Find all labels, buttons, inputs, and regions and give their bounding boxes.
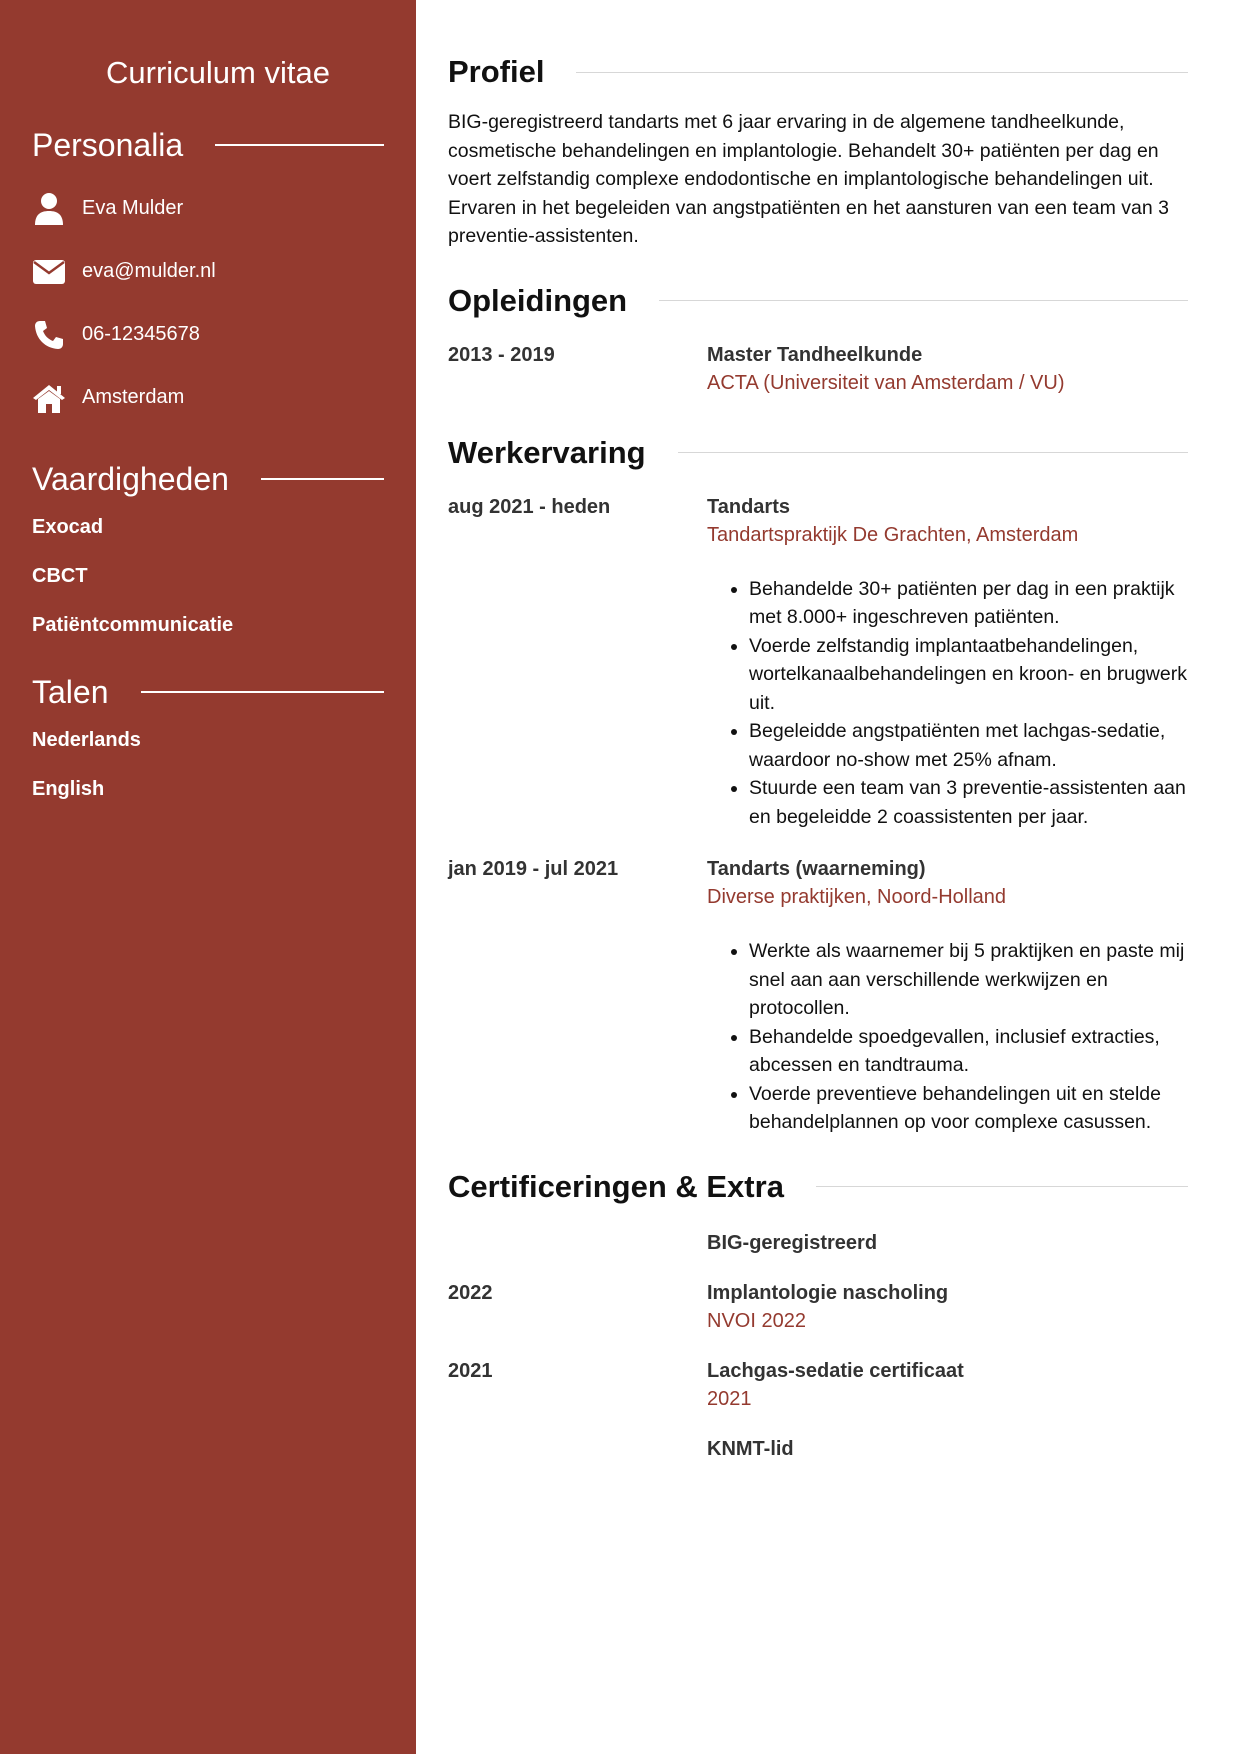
entry-body bbox=[707, 1357, 1188, 1413]
entry-date: 2021 bbox=[448, 1359, 493, 1382]
entry-body bbox=[707, 341, 1188, 397]
entry-date bbox=[448, 1435, 707, 1463]
heading-divider bbox=[141, 691, 385, 693]
heading-divider bbox=[816, 1186, 1188, 1187]
entry-body bbox=[707, 855, 1188, 1137]
entry-role: Implantologie nascholing bbox=[707, 1281, 949, 1304]
personalia-heading bbox=[32, 125, 384, 165]
education-entry bbox=[448, 341, 1188, 397]
certification-entry bbox=[448, 1229, 1188, 1257]
education-heading bbox=[448, 281, 1188, 321]
skills-list bbox=[32, 513, 384, 660]
certification-entry bbox=[448, 1279, 1188, 1335]
bullet-item: • Voerde zelfstandig implantaatbehandelingen, wortelkanaalbehandelingen en kroon- en brugwerk uit. bbox=[749, 632, 1188, 718]
envelope-icon bbox=[32, 255, 66, 289]
entry-bullets bbox=[707, 937, 1188, 1137]
entry-role: Lachgas-sedatie certificaat bbox=[707, 1359, 964, 1382]
certifications-heading-label: Certificeringen & Extra bbox=[448, 1168, 784, 1204]
language-item: Nederlands bbox=[32, 729, 141, 751]
experience-heading bbox=[448, 433, 1188, 473]
home-icon bbox=[32, 381, 66, 415]
entry-date: aug 2021 - heden bbox=[448, 495, 611, 518]
personalia-heading-label: Personalia bbox=[32, 127, 184, 163]
bullet-item: • Behandelde 30+ patiënten per dag in een praktijk met 8.000+ ingeschreven patiënten. bbox=[749, 575, 1188, 632]
contact-name bbox=[32, 177, 384, 240]
profile-heading bbox=[448, 52, 1188, 92]
entry-date: jan 2019 - jul 2021 bbox=[448, 858, 619, 880]
entry-body bbox=[707, 493, 1188, 832]
languages-heading-label: Talen bbox=[32, 674, 109, 710]
entry-org: 2021 bbox=[707, 1387, 752, 1410]
entry-org: NVOI 2022 bbox=[707, 1309, 806, 1332]
entry-date bbox=[448, 1229, 707, 1257]
cv-title: Curriculum vitae bbox=[106, 55, 330, 90]
heading-divider bbox=[576, 72, 1188, 73]
entry-bullets bbox=[707, 575, 1188, 832]
skills-heading bbox=[32, 459, 384, 499]
entry-body bbox=[707, 1279, 1188, 1335]
entry-role: Tandarts bbox=[707, 495, 790, 518]
entry-role: BIG-geregistreerd bbox=[707, 1231, 878, 1254]
contact-city-value: Amsterdam bbox=[82, 386, 185, 408]
certification-entry bbox=[448, 1435, 1188, 1463]
experience-entry bbox=[448, 855, 1188, 1137]
contact-phone bbox=[32, 303, 384, 366]
certification-entry bbox=[448, 1357, 1188, 1413]
bullet-item: • Begeleidde angstpatiënten met lachgas-sedatie, waardoor no-show met 25% afnam. bbox=[749, 717, 1188, 774]
experience-heading-label: Werkervaring bbox=[448, 434, 646, 470]
contact-list bbox=[32, 177, 384, 429]
heading-divider bbox=[261, 478, 384, 480]
entry-date: 2022 bbox=[448, 1281, 493, 1304]
education-heading-label: Opleidingen bbox=[448, 282, 628, 318]
heading-divider bbox=[215, 144, 384, 146]
profile-heading-label: Profiel bbox=[448, 54, 545, 89]
entry-body bbox=[707, 1435, 1188, 1463]
skill-item: Patiëntcommunicatie bbox=[32, 614, 234, 636]
profile-text: BIG-geregistreerd tandarts met 6 jaar ervaring in de algemene tandheelkunde, cosmetische behandelingen en implantologie. Behandelt 30+ patiënten per dag en voert zelfstandig complexe endodontische en implantologische behandelingen uit. Ervaren in het begeleiden van angstpatiënten en het aansturen van een team van 3 preventie-assistenten. bbox=[448, 111, 1169, 247]
skill-item: Exocad bbox=[32, 516, 104, 538]
entry-date: 2013 - 2019 bbox=[448, 343, 555, 366]
bullet-item: • Werkte als waarnemer bij 5 praktijken en paste mij snel aan aan verschillende werkwijzen en protocollen. bbox=[749, 937, 1188, 1023]
entry-org: Diverse praktijken, Noord-Holland bbox=[707, 886, 1007, 908]
entry-body bbox=[707, 1229, 1188, 1257]
entry-org: Tandartspraktijk De Grachten, Amsterdam bbox=[707, 523, 1079, 546]
entry-role: Master Tandheelkunde bbox=[707, 343, 923, 366]
phone-icon bbox=[32, 318, 66, 352]
heading-divider bbox=[659, 300, 1188, 301]
contact-email-value: eva@mulder.nl bbox=[82, 260, 216, 282]
skill-item: CBCT bbox=[32, 565, 88, 587]
contact-city bbox=[32, 366, 384, 429]
contact-name-value: Eva Mulder bbox=[82, 197, 184, 219]
skills-heading-label: Vaardigheden bbox=[32, 461, 229, 497]
entry-org: ACTA (Universiteit van Amsterdam / VU) bbox=[707, 371, 1065, 394]
sidebar bbox=[0, 0, 416, 1754]
entry-role: Tandarts (waarneming) bbox=[707, 858, 926, 880]
contact-email bbox=[32, 240, 384, 303]
user-icon bbox=[32, 192, 66, 226]
languages-list bbox=[32, 726, 384, 824]
bullet-item: • Behandelde spoedgevallen, inclusief extracties, abcessen en tandtrauma. bbox=[749, 1023, 1188, 1080]
certifications-heading bbox=[448, 1167, 1188, 1207]
bullet-item: • Stuurde een team van 3 preventie-assistenten aan en begeleidde 2 coassistenten per jaar. bbox=[749, 774, 1188, 831]
heading-divider bbox=[678, 452, 1188, 453]
main-content bbox=[448, 0, 1188, 1463]
languages-heading bbox=[32, 672, 384, 712]
bullet-item: • Voerde preventieve behandelingen uit en stelde behandelplannen op voor complexe casussen. bbox=[749, 1080, 1188, 1137]
experience-entry bbox=[448, 493, 1188, 832]
entry-role: KNMT-lid bbox=[707, 1437, 794, 1460]
language-item: English bbox=[32, 778, 105, 800]
contact-phone-value: 06-12345678 bbox=[82, 323, 200, 345]
